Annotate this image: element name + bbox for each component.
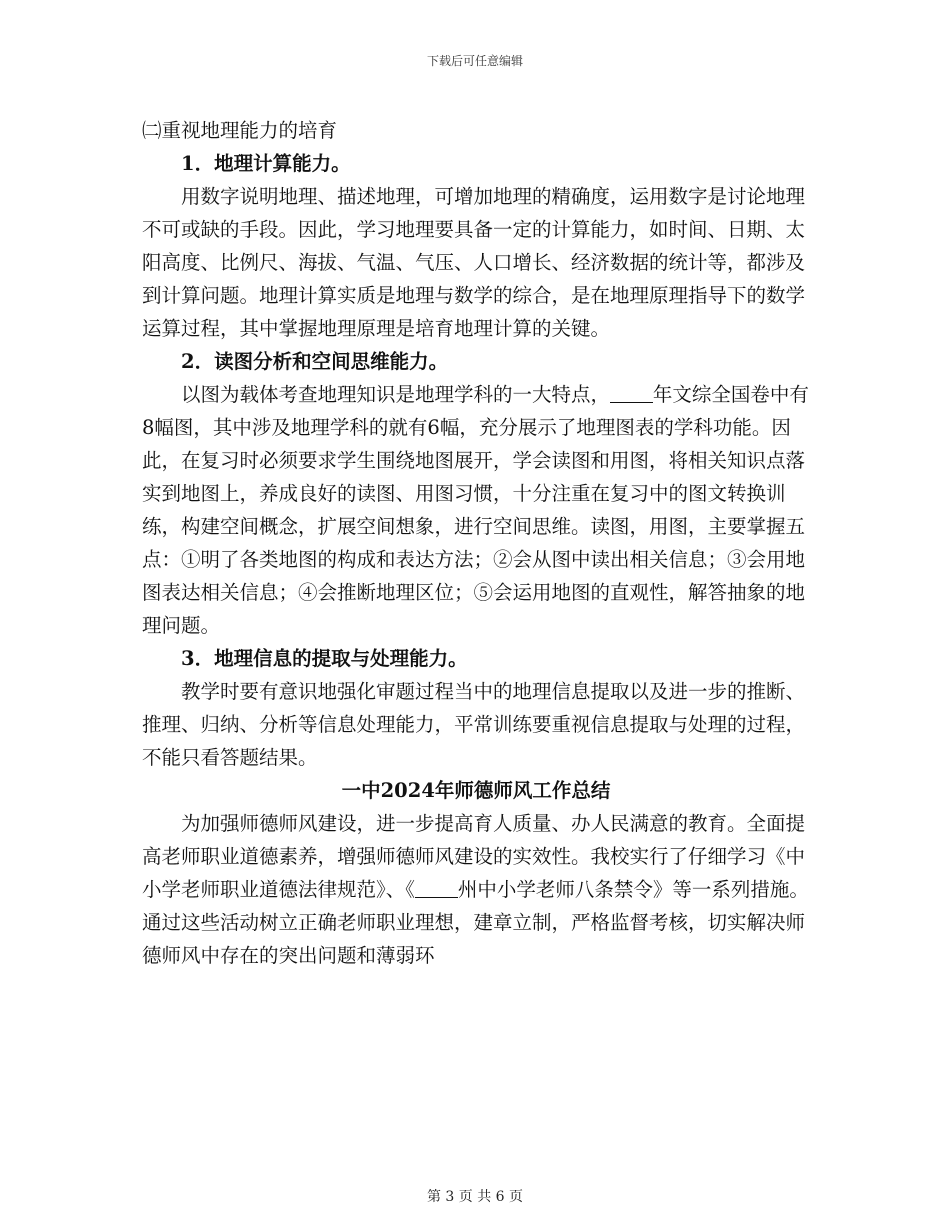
body-text: 年文综全国卷中有8幅图，其中涉及地理学科的就有6幅，充分展示了地理图表的学科功能。因此，在复习时必须要求学生围绕地图展开，学会读图和用图，将相关知识点落实到地图上，养成良好的读图、用图习惯，十分注重在复习中的图文转换训练，构建空间概念，扩展空间想象，进行空间思维。读图，用图，主要掌握五点：①明了各类地图的构成和表达方法；②会从图中读出相关信息；③会用地图表达相关信息；④会推断地理区位；⑤会运用地图的直观性，解答抽象的地理问题。 [142, 383, 809, 637]
article-body [142, 807, 810, 972]
item-body-calculation: 用数字说明地理、描述地理，可增加地理的精确度，运用数字是讨论地理不可或缺的手段。因此，学习地理要具备一定的计算能力，如时间、日期、太阳高度、比例尺、海拔、气温、气压、人口增长、经济数据的统计等，都涉及到计算问题。地理计算实质是地理与数学的综合，是在地理原理指导下的数学运算过程，其中掌握地理原理是培育地理计算的关键。 [142, 185, 806, 340]
document-body [142, 114, 810, 972]
body-text: 以图为载体考查地理知识是地理学科的一大特点， [181, 383, 611, 406]
item-body-information: 教学时要有意识地强化审题过程当中的地理信息提取以及进一步的推断、推理、归纳、分析等信息处理能力，平常训练要重视信息提取与处理的过程，不能只看答题结果。 [142, 680, 806, 769]
year-blank [610, 383, 653, 404]
name-blank [415, 878, 458, 899]
body-text: 州中小学老师八条禁令》等一系列措施。通过这些活动树立正确老师职业理想，建章立制，严格监督考核，切实解决师德师风中存在的突出问题和薄弱环 [142, 878, 809, 967]
page-header-note: 下载后可任意编辑 [426, 54, 523, 68]
page-number: 第 3 页 共 6 页 [426, 1189, 524, 1205]
item-title-information: 3．地理信息的提取与处理能力。 [181, 647, 468, 670]
section-heading: ㈡重视地理能力的培育 [142, 119, 338, 142]
item-title-map-reading: 2．读图分析和空间思维能力。 [181, 350, 449, 373]
article-title: 一中2024年师德师风工作总结 [341, 779, 611, 802]
item-body-map-reading [142, 378, 810, 642]
item-title-calculation: 1．地理计算能力。 [181, 152, 351, 175]
body-text: 为加强师德师风建设，进一步提高育人质量、办人民满意的教育。全面提高老师职业道德素养，增强师德师风建设的实效性。我校实行了仔细学习《中小学老师职业道德法律规范》、《 [142, 812, 806, 901]
